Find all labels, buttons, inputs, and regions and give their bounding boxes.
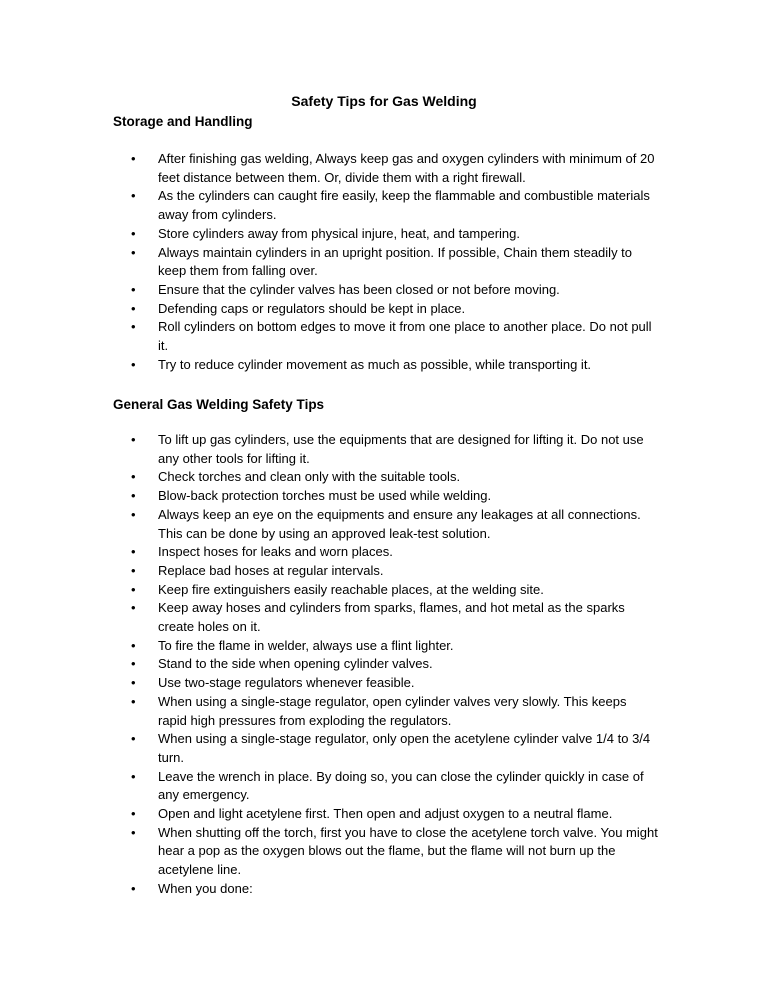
list-item: [0, 730, 658, 767]
list-item: [0, 281, 658, 300]
list-item: [0, 768, 658, 805]
list-item-text: Leave the wrench in place. By doing so, you can close the cylinder quickly in case of any emergency.: [158, 768, 644, 803]
list-item: [0, 187, 658, 224]
list-item-text: Store cylinders away from physical injure, heat, and tampering.: [158, 225, 521, 241]
bullet-icon: •: [131, 544, 136, 560]
section-heading-storage-and-handling: Storage and Handling: [113, 114, 253, 129]
list-item-text: As the cylinders can caught fire easily, keep the flammable and combustible materials away from cylinders.: [158, 188, 650, 223]
list-item-text: After finishing gas welding, Always keep gas and oxygen cylinders with minimum of 20 feet distance between them. Or, divide them with a right firewall.: [158, 151, 655, 185]
bullet-icon: •: [131, 432, 136, 447]
list-item-text: Try to reduce cylinder movement as much as possible, while transporting it.: [158, 356, 592, 372]
list-item: [0, 655, 658, 674]
bullet-icon: •: [131, 824, 136, 840]
list-item: [0, 225, 658, 244]
bullet-icon: •: [131, 600, 136, 616]
list-item: [0, 674, 658, 693]
bullet-icon: •: [131, 469, 136, 485]
list-item-text: Check torches and clean only with the suitable tools.: [158, 469, 461, 485]
list-item-text: Use two-stage regulators whenever feasible.: [158, 675, 415, 691]
list-item-text: Always maintain cylinders in an upright position. If possible, Chain them steadily to keep them from falling over.: [158, 244, 633, 279]
bullet-icon: •: [131, 319, 136, 335]
bullet-icon: •: [131, 637, 136, 653]
list-item: [0, 318, 658, 355]
list-item: [0, 581, 658, 600]
bullet-icon: •: [131, 562, 136, 578]
list-item-text: When shutting off the torch, first you have to close the acetylene torch valve. You might hear a pop as the oxygen blows out the flame, but the flame will not burn up the acetylene line.: [158, 824, 658, 878]
bullet-icon: •: [131, 356, 136, 372]
list-item: [0, 506, 658, 543]
list-item-text: To lift up gas cylinders, use the equipments that are designed for lifting it. Do not use any other tools for lifting it.: [158, 432, 644, 466]
list-item: [0, 599, 658, 636]
bullet-icon: •: [131, 244, 136, 260]
list-item-text: Always keep an eye on the equipments and ensure any leakages at all connections. This can be done by using an approved leak-test solution.: [158, 506, 641, 541]
list-item-text: When you done:: [158, 880, 253, 896]
list-item-text: Stand to the side when opening cylinder valves.: [158, 656, 433, 672]
list-item: [0, 562, 658, 581]
list-item-text: Replace bad hoses at regular intervals.: [158, 562, 384, 578]
list-item: [0, 468, 658, 487]
bullet-icon: •: [131, 300, 136, 316]
bullet-icon: •: [131, 731, 136, 747]
bullet-icon: •: [131, 151, 136, 166]
list-item-text: To fire the flame in welder, always use a flint lighter.: [158, 637, 454, 653]
bullet-icon: •: [131, 675, 136, 691]
storage-and-handling-list: [0, 150, 768, 374]
list-item: [0, 805, 658, 824]
list-item-text: Inspect hoses for leaks and worn places.: [158, 544, 393, 560]
list-item: [0, 637, 658, 656]
list-item: [0, 693, 658, 730]
bullet-icon: •: [131, 806, 136, 822]
list-item-text: Keep fire extinguishers easily reachable places, at the welding site.: [158, 581, 544, 597]
general-safety-tips-list: [0, 431, 768, 899]
list-item-text: When using a single-stage regulator, open cylinder valves very slowly. This keeps rapid high pressures from exploding the regulators.: [158, 693, 627, 728]
list-item: [0, 487, 658, 506]
list-item: [0, 150, 658, 187]
list-item: [0, 300, 658, 319]
section-heading-general-safety-tips: General Gas Welding Safety Tips: [113, 397, 325, 412]
bullet-icon: •: [131, 281, 136, 297]
list-item: [0, 431, 658, 468]
list-item-text: Keep away hoses and cylinders from sparks, flames, and hot metal as the sparks create holes on it.: [158, 600, 625, 635]
bullet-icon: •: [131, 506, 136, 522]
list-item-text: Ensure that the cylinder valves has been closed or not before moving.: [158, 281, 560, 297]
bullet-icon: •: [131, 581, 136, 597]
list-item-text: Blow-back protection torches must be used while welding.: [158, 488, 492, 504]
list-item-text: Open and light acetylene first. Then open and adjust oxygen to a neutral flame.: [158, 806, 613, 822]
bullet-icon: •: [131, 656, 136, 672]
bullet-icon: •: [131, 225, 136, 241]
bullet-icon: •: [131, 768, 136, 784]
list-item: [0, 880, 658, 899]
list-item: [0, 356, 658, 375]
bullet-icon: •: [131, 880, 136, 896]
bullet-icon: •: [131, 488, 136, 504]
document-title: Safety Tips for Gas Welding: [291, 93, 477, 109]
list-item: [0, 543, 658, 562]
bullet-icon: •: [131, 188, 136, 204]
list-item: [0, 824, 658, 880]
list-item-text: Defending caps or regulators should be kept in place.: [158, 300, 466, 316]
list-item-text: When using a single-stage regulator, only open the acetylene cylinder valve 1/4 to 3/4 turn.: [158, 731, 651, 765]
list-item-text: Roll cylinders on bottom edges to move it from one place to another place. Do not pull it.: [158, 319, 652, 354]
list-item: [0, 244, 658, 281]
bullet-icon: •: [131, 693, 136, 709]
